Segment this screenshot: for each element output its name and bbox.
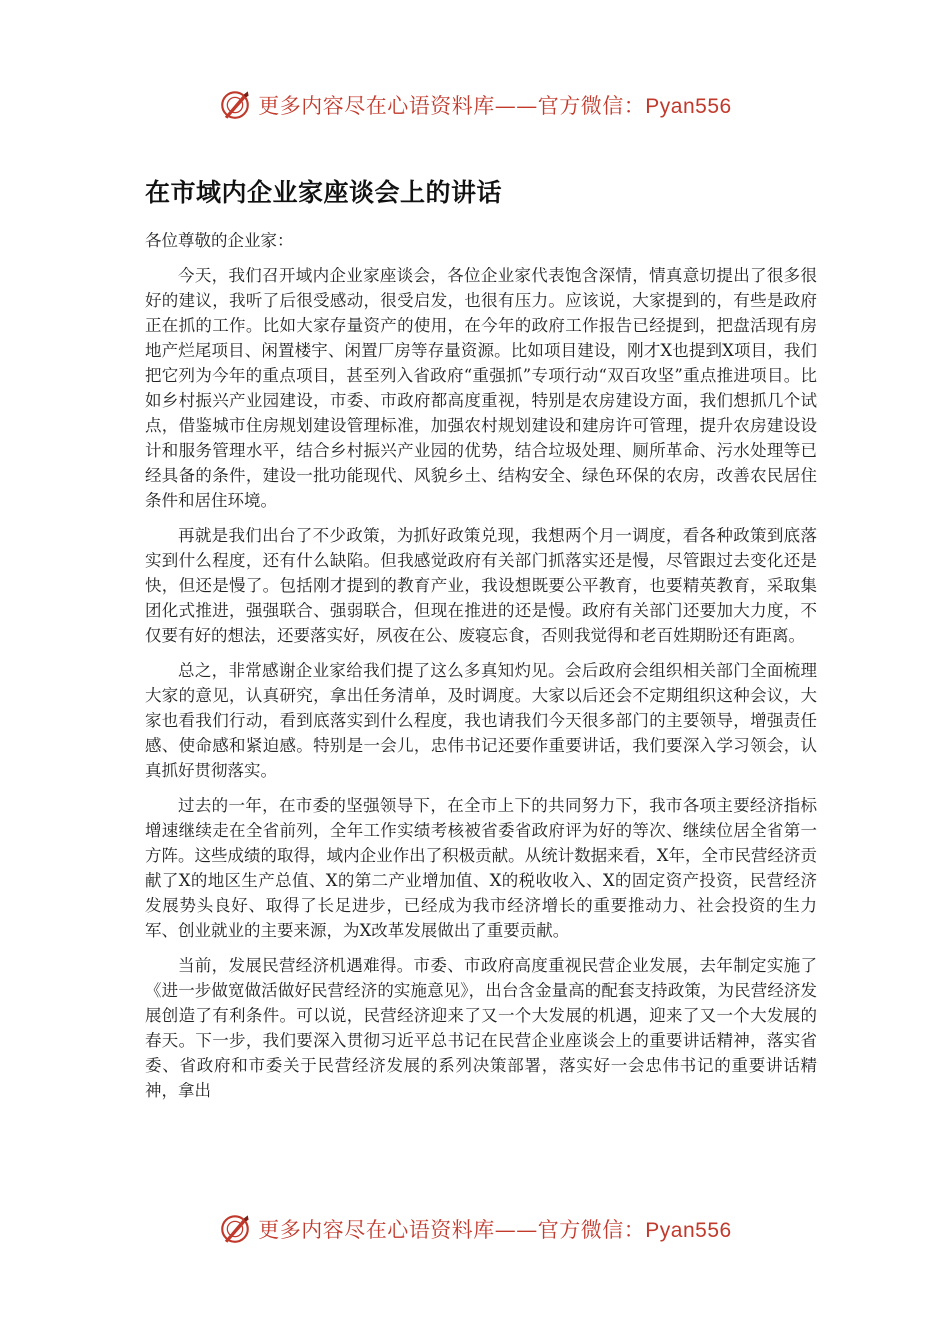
header-banner-label: 官方微信： [537, 94, 646, 118]
footer-banner [0, 1204, 950, 1254]
header-banner-separator: —— [494, 94, 538, 118]
pen-logo-icon [218, 88, 252, 122]
paragraph: 今天，我们召开域内企业家座谈会，各位企业家代表饱含深情，情真意切提出了很多很好的建议，我听了后很受感动，很受启发，也很有压力。应该说，大家提到的，有些是政府正在抓的工作。比如大家存量资产的使用，在今年的政府工作报告已经提到，把盘活现有房地产烂尾项目、闲置楼宇、闲置厂房等存量资源。比如项目建设，刚才X也提到X项目，我们把它列为今年的重点项目，甚至列入省政府“重强抓”专项行动“双百攻坚”重点推进项目。比如乡村振兴产业园建设，市委、市政府都高度重视，特别是农房建设方面，我们想抓几个试点，借鉴城市住房规划建设管理标准，加强农村规划建设和建房许可管理，提升农房建设设计和服务管理水平，结合乡村振兴产业园的优势，结合垃圾处理、厕所革命、污水处理等已经具备的条件，建设一批功能现代、风貌乡土、结构安全、绿色环保的农房，改善农民居住条件和居住环境。 [145, 266, 817, 510]
header-banner-main: 更多内容尽在心语资料库 [258, 94, 495, 118]
footer-banner-label: 官方微信： [537, 1218, 646, 1242]
footer-banner-separator: —— [494, 1218, 538, 1242]
document-body [145, 168, 817, 1113]
pen-logo-icon [218, 1212, 252, 1246]
footer-banner-wechat: Pyan556 [645, 1219, 732, 1242]
paragraph: 当前，发展民营经济机遇难得。市委、市政府高度重视民营企业发展，去年制定实施了《进一步做宽做活做好民营经济的实施意见》，出台含金量高的配套支持政策，为民营经济发展创造了有利条件。可以说，民营经济迎来了又一个大发展的机遇，迎来了又一个大发展的春天。下一步，我们要深入贯彻习近平总书记在民营企业座谈会上的重要讲话精神，落实省委、省政府和市委关于民营经济发展的系列决策部署，落实好一会忠伟书记的重要讲话精神，拿出 [145, 956, 817, 1100]
paragraph: 总之，非常感谢企业家给我们提了这么多真知灼见。会后政府会组织相关部门全面梳理大家的意见，认真研究，拿出任务清单，及时调度。大家以后还会不定期组织这种会议，大家也看我们行动，看到底落实到什么程度，我也请我们今天很多部门的主要领导，增强责任感、使命感和紧迫感。特别是一会儿，忠伟书记还要作重要讲话，我们要深入学习领会，认真抓好贯彻落实。 [145, 661, 817, 780]
footer-banner-inner [218, 1212, 731, 1246]
document-title: 在市域内企业家座谈会上的讲话 [145, 178, 503, 207]
paragraph: 过去的一年，在市委的坚强领导下，在全市上下的共同努力下，我市各项主要经济指标增速继续走在全省前列，全年工作实绩考核被省委省政府评为好的等次、继续位居全省第一方阵。这些成绩的取得，域内企业作出了积极贡献。从统计数据来看，X年，全市民营经济贡献了X的地区生产总值、X的第二产业增加值、X的税收收入、X的固定资产投资，民营经济发展势头良好、取得了长足进步，已经成为我市经济增长的重要推动力、社会投资的生力军、创业就业的主要来源，为X改革发展做出了重要贡献。 [145, 796, 817, 940]
paragraph: 再就是我们出台了不少政策，为抓好政策兑现，我想两个月一调度，看各种政策到底落实到什么程度，还有什么缺陷。但我感觉政府有关部门抓落实还是慢，尽管跟过去变化还是快，但还是慢了。包括刚才提到的教育产业，我设想既要公平教育，也要精英教育，采取集团化式推进，强强联合、强弱联合，但现在推进的还是慢。政府有关部门还要加大力度，不仅要有好的想法，还要落实好，夙夜在公、废寝忘食，否则我觉得和老百姓期盼还有距离。 [145, 526, 817, 645]
header-banner [0, 80, 950, 130]
document-greeting: 各位尊敬的企业家： [145, 231, 294, 250]
header-banner-wechat: Pyan556 [645, 95, 732, 118]
footer-banner-text [258, 1214, 731, 1244]
footer-banner-main: 更多内容尽在心语资料库 [258, 1218, 495, 1242]
header-banner-text [258, 90, 731, 120]
header-banner-inner [218, 88, 731, 122]
